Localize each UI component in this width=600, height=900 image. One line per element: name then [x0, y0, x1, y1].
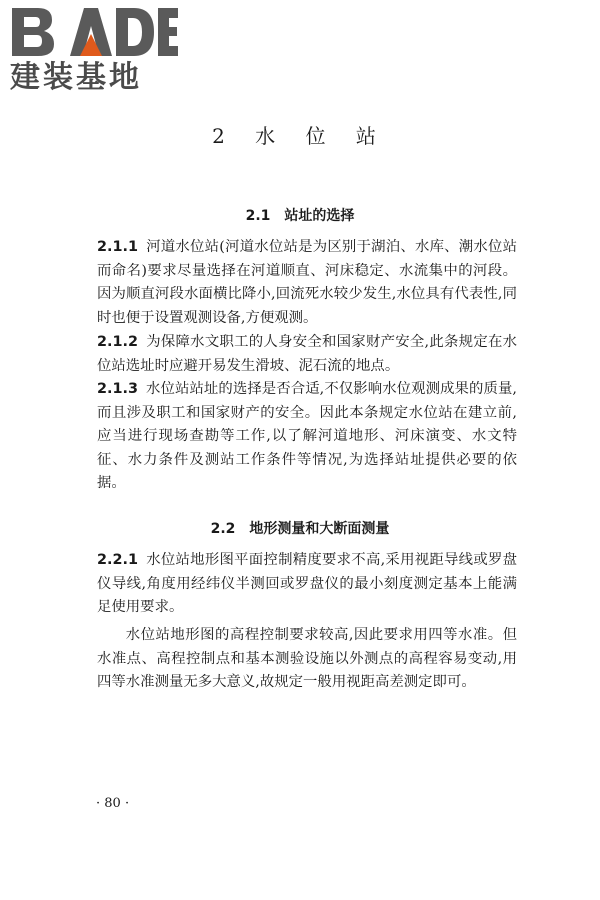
section-number: 2.2: [210, 521, 236, 537]
clause-text: 水位站地形图平面控制精度要求不高,采用视距导线或罗盘仪导线,角度用经纬仪半测回或罗盘仪的最小刻度测定基本上能满足使用要求。: [97, 552, 517, 615]
bade-logo-icon: [8, 4, 178, 58]
section-heading-2-1: [0, 205, 600, 225]
clause-2-1-3: [97, 378, 517, 496]
logo-letter-e: [158, 8, 178, 56]
clause-number: 2.1.1: [97, 239, 138, 255]
section-title: 地形测量和大断面测量: [249, 521, 390, 537]
clause-2-1-2: [97, 331, 517, 378]
clause-text: 水位站站址的选择是否合适,不仅影响水位观测成果的质量,而且涉及职工和国家财产的安全。因此本条规定水位站在建立前,应当进行现场查勘等工作,以了解河道地形、河床演变、水文特征、水力条件及测站工作条件等情况,为选择站址提供必要的依据。: [97, 381, 517, 491]
publisher-logo: [8, 4, 178, 96]
clause-number: 2.1.2: [97, 334, 138, 350]
logo-letter-d: [116, 8, 154, 56]
clause-2-2-1: [97, 549, 517, 620]
clause-2-1-1: [97, 236, 517, 330]
clause-text: 为保障水文职工的人身安全和国家财产安全,此条规定在水位站选址时应避开易发生滑坡、泥石流的地点。: [97, 334, 517, 374]
clause-text: 河道水位站(河道水位站是为区别于湖泊、水库、潮水位站而命名)要求尽量选择在河道顺直、河床稳定、水流集中的河段。因为顺直河段水面横比降小,回流死水较少发生,水位具有代表性,同时也便于设置观测设备,方便观测。: [97, 239, 517, 326]
section-number: 2.1: [245, 208, 271, 224]
page-number: · 80 ·: [96, 796, 130, 811]
clause-number: 2.2.1: [97, 552, 138, 568]
logo-subtitle: 建装基地: [10, 60, 142, 95]
clause-number: 2.1.3: [97, 381, 138, 397]
chapter-title: 2 水 位 站: [212, 124, 388, 148]
section-title: 站址的选择: [284, 208, 355, 224]
clause-2-2-1-continued: [97, 624, 517, 695]
section-heading-2-2: [0, 518, 600, 538]
logo-letter-b: [12, 8, 54, 56]
clause-text: 水位站地形图的高程控制要求较高,因此要求用四等水准。但水准点、高程控制点和基本测验设施以外测点的高程容易变动,用四等水准测量无多大意义,故规定一般用视距高差测定即可。: [97, 627, 517, 690]
